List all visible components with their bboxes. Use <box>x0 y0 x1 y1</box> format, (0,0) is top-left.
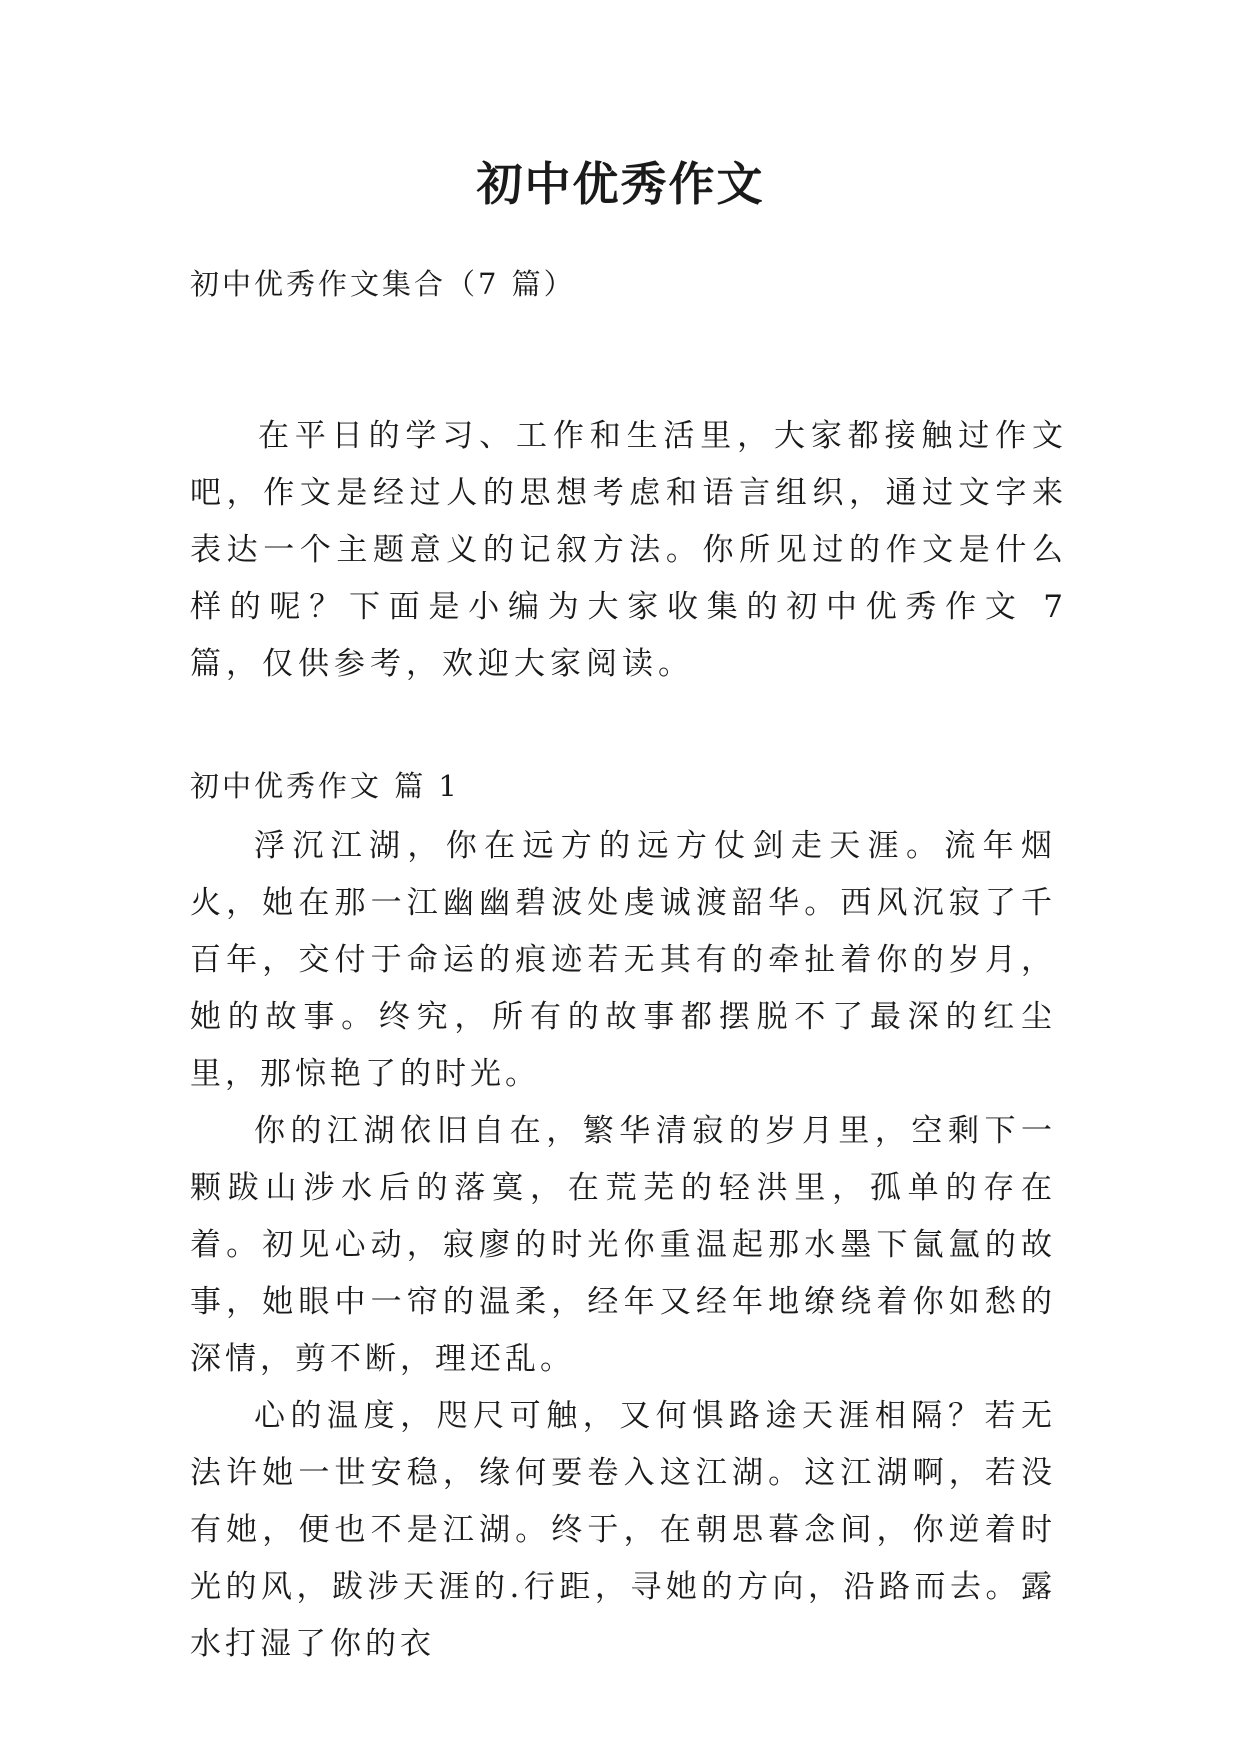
essay-paragraph-1: 浮沉江湖，你在远方的远方仗剑走天涯。流年烟火，她在那一江幽幽碧波处虔诚渡韶华。西风沉寂了千百年，交付于命运的痕迹若无其有的牵扯着你的岁月，她的故事。终究，所有的故事都摆脱不了最深的红尘里，那惊艳了的时光。 <box>190 828 1056 1092</box>
essay-body <box>190 818 1056 1673</box>
essay-paragraph-2: 你的江湖依旧自在，繁华清寂的岁月里，空剩下一颗跋山涉水后的落寞，在荒芜的轻洪里，孤单的存在着。初见心动，寂廖的时光你重温起那水墨下氤氲的故事，她眼中一帘的温柔，经年又经年地缭绕着你如愁的深情，剪不断，理还乱。 <box>190 1113 1056 1377</box>
intro-paragraph: 在平日的学习、工作和生活里，大家都接触过作文吧，作文是经过人的思想考虑和语言组织，通过文字来表达一个主题意义的记叙方法。你所见过的作文是什么样的呢？下面是小编为大家收集的初中优秀作文 7 篇，仅供参考，欢迎大家阅读。 <box>190 418 1068 682</box>
section-heading: 初中优秀作文 篇 1 <box>190 769 460 803</box>
collection-subtitle: 初中优秀作文集合（7 篇） <box>190 267 576 301</box>
essay-paragraph-3: 心的温度，咫尺可触，又何惧路途天涯相隔？若无法许她一世安稳，缘何要卷入这江湖。这江湖啊，若没有她，便也不是江湖。终于，在朝思暮念间，你逆着时光的风，跋涉天涯的.行距，寻她的方向，沿路而去。露水打湿了你的衣 <box>190 1398 1056 1662</box>
document-title: 初中优秀作文 <box>476 157 765 211</box>
